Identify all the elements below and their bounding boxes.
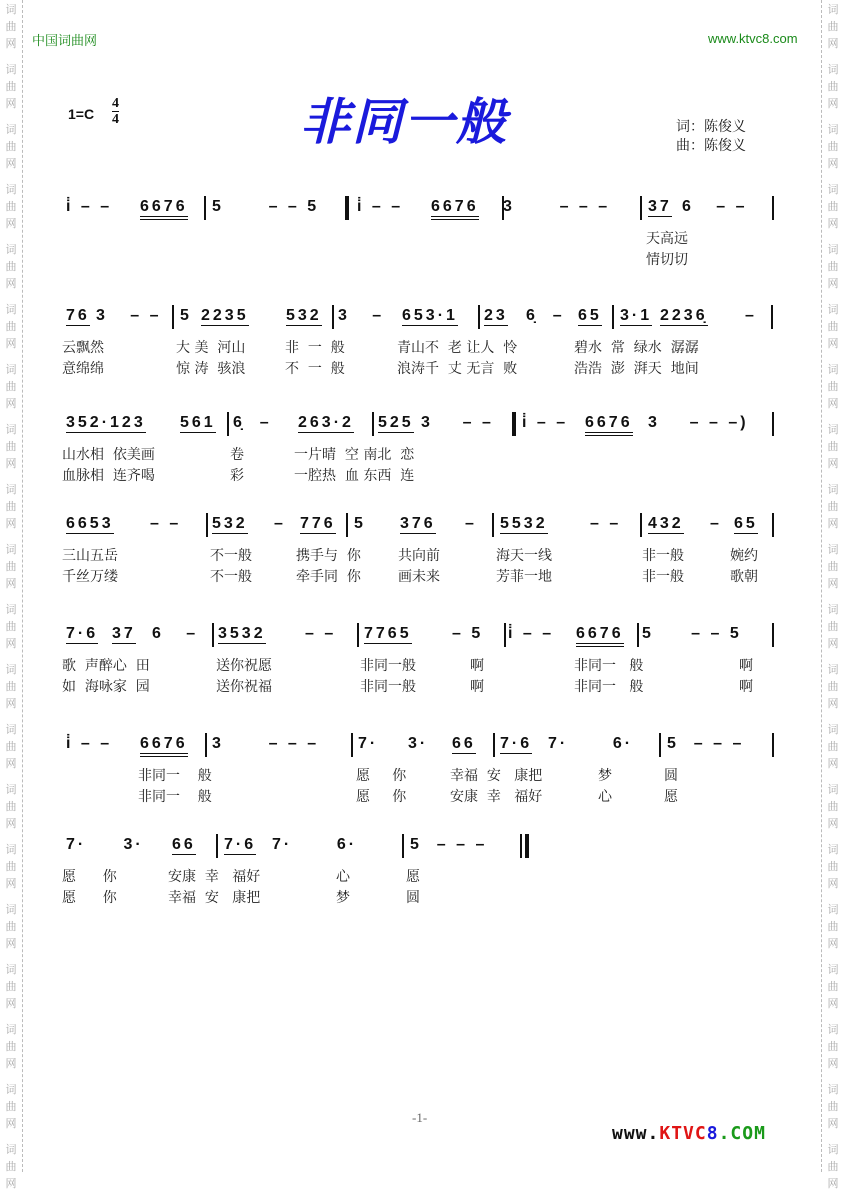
watermark-char: 词 <box>827 1023 839 1036</box>
watermark-char: 曲 <box>5 80 17 93</box>
note-group: 66 <box>452 735 476 752</box>
final-barline <box>520 834 522 858</box>
watermark-char: 曲 <box>827 1160 839 1173</box>
watermark-char: 曲 <box>5 380 17 393</box>
watermark-char: 网 <box>5 937 17 950</box>
barline <box>772 196 774 220</box>
note-group: 7·6 <box>500 735 533 752</box>
note-group: 66 <box>172 836 196 853</box>
lyric-verse-1: 愿 你 <box>62 869 117 885</box>
note-group: 7· 3· <box>66 836 144 853</box>
note-group: 3 – – – <box>212 735 320 752</box>
logo-www: www. <box>612 1123 660 1144</box>
lyric-verse-2: 千丝万缕 <box>62 569 118 585</box>
watermark-char: 曲 <box>5 740 17 753</box>
note-group: – <box>465 515 477 532</box>
note-group: 776 <box>300 515 336 532</box>
watermark-char: 词 <box>5 183 17 196</box>
watermark-char: 曲 <box>827 860 839 873</box>
page-number: -1- <box>412 1110 428 1125</box>
lyric-verse-2: 浪涛千 丈 无言 败 <box>397 361 518 377</box>
repeat-barline <box>345 196 349 220</box>
note-group: 2235 <box>201 307 249 324</box>
watermark-char: 网 <box>5 97 17 110</box>
lyric-verse-1: 一片晴 空 南北 恋 <box>294 447 415 463</box>
barline <box>205 733 207 757</box>
lyric-verse-2: 不一般 <box>210 569 252 585</box>
watermark-char: 词 <box>827 183 839 196</box>
watermark-char: 网 <box>827 1057 839 1070</box>
barline <box>771 305 773 329</box>
barline <box>492 513 494 537</box>
note-group: i̇ – – <box>508 625 555 642</box>
watermark-char: 词 <box>5 303 17 316</box>
watermark-char: 曲 <box>827 680 839 693</box>
note-group: 532 <box>212 515 248 532</box>
note-group: 7·6 <box>66 625 99 642</box>
watermark-char: 曲 <box>827 1040 839 1053</box>
watermark-char: 网 <box>827 577 839 590</box>
watermark-char: 曲 <box>827 740 839 753</box>
watermark-char: 曲 <box>5 500 17 513</box>
lyric-verse-1: 圆 <box>664 768 678 784</box>
note-group: 7·6 <box>224 836 257 853</box>
watermark-char: 网 <box>827 637 839 650</box>
barline <box>402 834 404 858</box>
watermark-char: 网 <box>827 217 839 230</box>
note-group: 6 – <box>152 625 199 642</box>
key-signature: 1=C <box>68 106 95 122</box>
barline <box>640 513 642 537</box>
barline <box>502 196 504 220</box>
watermark-char: 曲 <box>5 860 17 873</box>
watermark-char: 词 <box>5 663 17 676</box>
watermark-char: 网 <box>5 1177 17 1190</box>
watermark-char: 网 <box>5 757 17 770</box>
barline <box>346 513 348 537</box>
note-group: 3 – – <box>421 414 494 431</box>
note-group: 3 – – –) <box>648 414 749 431</box>
watermark-char: 词 <box>827 63 839 76</box>
watermark-char: 曲 <box>5 20 17 33</box>
barline <box>478 305 480 329</box>
lyric-verse-1: 青山不 老 让人 怜 <box>397 340 518 356</box>
lyric-verse-2: 血脉相 连齐喝 <box>62 468 155 484</box>
lyric-verse-2: 非一般 <box>642 569 684 585</box>
watermark-char: 曲 <box>5 200 17 213</box>
watermark-char: 网 <box>827 937 839 950</box>
site-name-left: 中国词曲网 <box>32 34 98 49</box>
note-group: – <box>710 515 722 532</box>
watermark-char: 词 <box>5 483 17 496</box>
watermark-char: 词 <box>827 603 839 616</box>
watermark-char: 曲 <box>5 980 17 993</box>
watermark-char: 词 <box>827 3 839 16</box>
lyric-verse-2: 心 <box>598 789 612 805</box>
note-group: 5 – – – <box>667 735 745 752</box>
watermark-char: 曲 <box>5 440 17 453</box>
watermark-char: 曲 <box>5 320 17 333</box>
watermark-char: 词 <box>5 603 17 616</box>
watermark-char: 曲 <box>5 260 17 273</box>
note-group: 352·123 <box>66 414 146 431</box>
watermark-char: 网 <box>827 1177 839 1190</box>
watermark-char: 曲 <box>827 620 839 633</box>
note-group: 3 – – – <box>503 198 611 215</box>
note-group: – <box>274 515 286 532</box>
barline <box>772 733 774 757</box>
lyric-verse-1: 送你祝愿 <box>216 658 272 674</box>
lyric-verse-2: 浩浩 澎 湃天 地间 <box>574 361 699 377</box>
watermark-char: 词 <box>5 63 17 76</box>
lyric-verse-1: 啊 <box>739 658 753 674</box>
watermark-char: 曲 <box>827 380 839 393</box>
watermark-char: 网 <box>5 397 17 410</box>
note-group: 5 <box>180 307 192 324</box>
note-group: 432 <box>648 515 684 532</box>
note-group: 3·1 <box>620 307 653 324</box>
lyric-verse-2: 如 海咏家 园 <box>62 679 150 695</box>
lyric-verse-2: 非同一般 <box>360 679 416 695</box>
watermark-char: 曲 <box>827 560 839 573</box>
logo-eight: 8 <box>706 1123 719 1144</box>
watermark-char: 网 <box>827 277 839 290</box>
lyric-verse-2: 画未来 <box>398 569 440 585</box>
lyric-verse-2: 安康 幸 福好 <box>450 789 543 805</box>
watermark-char: 网 <box>827 517 839 530</box>
lyric-verse-1: 三山五岳 <box>62 548 118 564</box>
lyric-verse-1: 不一般 <box>210 548 252 564</box>
lyric-verse-2: 幸福 安 康把 <box>168 890 261 906</box>
note-group: i̇ – – <box>66 735 113 752</box>
watermark-char: 网 <box>5 37 17 50</box>
watermark-char: 网 <box>5 277 17 290</box>
barline <box>493 733 495 757</box>
barline <box>637 623 639 647</box>
barline <box>372 412 374 436</box>
lyric-verse-1: 非同一 般 <box>574 658 644 674</box>
watermark-char: 词 <box>827 903 839 916</box>
barline <box>357 623 359 647</box>
watermark-char: 词 <box>827 243 839 256</box>
watermark-char: 网 <box>5 877 17 890</box>
watermark-char: 曲 <box>5 620 17 633</box>
note-group: 65 <box>578 307 602 324</box>
watermark-char: 词 <box>827 363 839 376</box>
note-group: – – <box>305 625 337 642</box>
lyric-verse-1: 非一般 <box>642 548 684 564</box>
watermark-char: 网 <box>5 637 17 650</box>
lyric-verse-1: 卷 <box>230 447 244 463</box>
lyric-verse-1: 啊 <box>470 658 484 674</box>
watermark-char: 词 <box>5 723 17 736</box>
watermark-char: 词 <box>827 423 839 436</box>
watermark-char: 网 <box>5 997 17 1010</box>
watermark-char: 曲 <box>5 1040 17 1053</box>
barline <box>612 305 614 329</box>
watermark-char: 网 <box>5 157 17 170</box>
note-group: 2236̣ <box>660 307 708 324</box>
watermark-char: 网 <box>827 37 839 50</box>
composer: 曲：陈俊义 <box>676 138 746 154</box>
lyric-verse-1: 云飘然 <box>62 340 104 356</box>
lyric-verse-2: 芳菲一地 <box>496 569 552 585</box>
watermark-char: 曲 <box>5 1100 17 1113</box>
lyric-verse-2: 啊 <box>739 679 753 695</box>
note-group: 5532 <box>500 515 548 532</box>
watermark-char: 网 <box>5 217 17 230</box>
note-group: 7· 3· <box>358 735 429 752</box>
note-group: 561 <box>180 414 216 431</box>
watermark-char: 网 <box>827 757 839 770</box>
lyric-verse-1: 梦 <box>598 768 612 784</box>
lyric-verse-2: 歌朝 <box>730 569 758 585</box>
watermark-char: 词 <box>827 663 839 676</box>
note-group: i̇ – – <box>66 198 113 215</box>
watermark-char: 词 <box>827 723 839 736</box>
watermark-char: 曲 <box>5 1160 17 1173</box>
watermark-char: 词 <box>5 3 17 16</box>
watermark-char: 网 <box>5 577 17 590</box>
watermark-char: 词 <box>5 903 17 916</box>
note-group: 7· 6· <box>548 735 634 752</box>
watermark-char: 曲 <box>827 920 839 933</box>
lyric-verse-2: 一腔热 血 东西 连 <box>294 468 415 484</box>
lyric-verse-2: 愿 <box>664 789 678 805</box>
watermark-char: 词 <box>5 1023 17 1036</box>
watermark-char: 曲 <box>827 800 839 813</box>
lyric-verse-1: 非同一般 <box>360 658 416 674</box>
watermark-char: 网 <box>827 817 839 830</box>
note-group: 5 – – 5 <box>642 625 742 642</box>
note-group: 6676 <box>576 625 624 647</box>
lyric-verse-1: 安康 幸 福好 <box>168 869 261 885</box>
watermark-char: 网 <box>827 1117 839 1130</box>
note-group: 6̣ – <box>233 414 272 431</box>
note-group: 6676 <box>140 735 188 757</box>
watermark-char: 词 <box>827 483 839 496</box>
barline <box>504 623 506 647</box>
lyricist: 词：陈俊义 <box>676 119 746 135</box>
barline <box>216 834 218 858</box>
lyric-verse-2: 非同一 般 <box>574 679 644 695</box>
note-group: 376 <box>400 515 436 532</box>
watermark-char: 曲 <box>827 500 839 513</box>
note-group: 5 – – 5 <box>212 198 320 215</box>
watermark-char: 曲 <box>827 20 839 33</box>
note-group: 525 <box>378 414 414 431</box>
watermark-char: 曲 <box>5 560 17 573</box>
note-group: 6̣ – <box>526 307 565 324</box>
lyric-verse-2: 非同一 般 <box>138 789 212 805</box>
barline <box>227 412 229 436</box>
lyric-verse-2: 愿 你 <box>62 890 117 906</box>
note-group: 653·1 <box>402 307 458 324</box>
lyric-verse-2: 不 一 般 <box>285 361 345 377</box>
watermark-char: 网 <box>827 97 839 110</box>
watermark-char: 词 <box>5 243 17 256</box>
right-margin-watermark <box>821 0 843 1190</box>
lyric-verse-2: 啊 <box>470 679 484 695</box>
lyric-verse-2: 情切切 <box>646 252 688 268</box>
note-group: 6 – – <box>682 198 748 215</box>
lyric-verse-1: 歌 声醉心 田 <box>62 658 150 674</box>
lyric-verse-1: 携手与 你 <box>296 548 361 564</box>
watermark-char: 网 <box>827 697 839 710</box>
time-signature <box>112 96 119 127</box>
watermark-char: 词 <box>5 423 17 436</box>
lyric-verse-1: 非 一 般 <box>285 340 345 356</box>
note-group: 37 <box>112 625 136 642</box>
watermark-char: 网 <box>827 157 839 170</box>
watermark-char: 网 <box>5 1057 17 1070</box>
repeat-barline <box>512 412 516 436</box>
watermark-char: 曲 <box>5 140 17 153</box>
note-group: 7765 <box>364 625 412 642</box>
watermark-char: 网 <box>5 457 17 470</box>
barline <box>640 196 642 220</box>
watermark-char: 曲 <box>827 320 839 333</box>
lyric-verse-1: 碧水 常 绿水 潺潺 <box>574 340 699 356</box>
barline <box>772 412 774 436</box>
lyric-verse-2: 意绵绵 <box>62 361 104 377</box>
barline <box>772 623 774 647</box>
watermark-char: 曲 <box>827 440 839 453</box>
watermark-char: 网 <box>5 697 17 710</box>
lyric-verse-1: 非同一 般 <box>138 768 212 784</box>
site-url-right: www.ktvc8.com <box>708 31 798 46</box>
lyric-verse-1: 幸福 安 康把 <box>450 768 543 784</box>
watermark-char: 曲 <box>827 260 839 273</box>
logo-ktvc: KTVC <box>659 1123 707 1144</box>
time-sig-numerator: 4 <box>112 96 119 111</box>
watermark-char: 词 <box>5 363 17 376</box>
note-group: 65 <box>734 515 758 532</box>
watermark-char: 网 <box>827 337 839 350</box>
final-barline-thick <box>525 834 529 858</box>
barline <box>772 513 774 537</box>
watermark-char: 词 <box>827 303 839 316</box>
note-group: 5 <box>354 515 366 532</box>
barline <box>351 733 353 757</box>
logo-com: .COM <box>718 1123 766 1144</box>
lyric-verse-2: 彩 <box>230 468 244 484</box>
note-group: – 5 <box>452 625 484 642</box>
note-group: 532 <box>286 307 322 324</box>
watermark-char: 网 <box>827 457 839 470</box>
note-group: 3532 <box>218 625 266 642</box>
note-group: 6653 <box>66 515 114 532</box>
watermark-char: 网 <box>827 397 839 410</box>
barline <box>332 305 334 329</box>
watermark-char: 网 <box>827 997 839 1010</box>
watermark-char: 网 <box>5 337 17 350</box>
watermark-char: 曲 <box>827 200 839 213</box>
lyric-verse-1: 愿 你 <box>356 768 407 784</box>
lyric-verse-2: 送你祝福 <box>216 679 272 695</box>
watermark-char: 网 <box>827 877 839 890</box>
note-group: 3 – – <box>96 307 162 324</box>
watermark-char: 网 <box>5 1117 17 1130</box>
note-group: 263·2 <box>298 414 354 431</box>
lyric-verse-1: 天高远 <box>646 231 688 247</box>
note-group: 23 <box>484 307 508 324</box>
lyric-verse-2: 牵手同 你 <box>296 569 361 585</box>
watermark-char: 曲 <box>827 80 839 93</box>
note-group: 76 <box>66 307 90 324</box>
note-group: 3 – <box>338 307 385 324</box>
watermark-char: 网 <box>5 517 17 530</box>
lyric-verse-1: 婉约 <box>730 548 758 564</box>
time-sig-denominator: 4 <box>112 112 119 127</box>
barline <box>659 733 661 757</box>
note-group: i̇ – – <box>522 414 569 431</box>
lyric-verse-1: 山水相 依美画 <box>62 447 155 463</box>
lyric-verse-2: 圆 <box>406 890 420 906</box>
note-group: – – <box>150 515 182 532</box>
watermark-char: 词 <box>5 123 17 136</box>
lyric-verse-1: 海天一线 <box>496 548 552 564</box>
note-group: 5 – – – <box>410 836 488 853</box>
lyric-verse-2: 梦 <box>336 890 350 906</box>
left-margin-watermark <box>0 0 23 1190</box>
watermark-char: 词 <box>5 1083 17 1096</box>
note-group: 6676 <box>140 198 188 220</box>
watermark-char: 词 <box>827 123 839 136</box>
watermark-char: 词 <box>5 543 17 556</box>
lyric-verse-2: 惊 涛 骇浪 <box>176 361 246 377</box>
barline <box>172 305 174 329</box>
lyric-verse-1: 愿 <box>406 869 420 885</box>
watermark-char: 词 <box>5 783 17 796</box>
watermark-char: 曲 <box>827 980 839 993</box>
watermark-char: 词 <box>827 543 839 556</box>
note-group: i̇ – – <box>357 198 404 215</box>
lyric-verse-1: 心 <box>336 869 350 885</box>
watermark-char: 词 <box>5 963 17 976</box>
watermark-char: 词 <box>827 843 839 856</box>
song-title: 非同一般 <box>300 92 508 151</box>
watermark-char: 曲 <box>827 1100 839 1113</box>
watermark-char: 词 <box>827 963 839 976</box>
watermark-char: 曲 <box>5 680 17 693</box>
watermark-char: 词 <box>827 783 839 796</box>
watermark-char: 词 <box>827 1083 839 1096</box>
note-group: 37 <box>648 198 672 215</box>
barline <box>212 623 214 647</box>
watermark-char: 曲 <box>5 920 17 933</box>
barline <box>206 513 208 537</box>
note-group: 6676 <box>431 198 479 220</box>
watermark-char: 曲 <box>827 140 839 153</box>
credits <box>676 118 746 156</box>
note-group: – <box>745 307 757 324</box>
lyric-verse-1: 大 美 河山 <box>176 340 246 356</box>
lyric-verse-2: 愿 你 <box>356 789 407 805</box>
watermark-char: 词 <box>5 1143 17 1156</box>
note-group: 7· 6· <box>272 836 358 853</box>
watermark-char: 词 <box>827 1143 839 1156</box>
note-group: 6676 <box>585 414 633 436</box>
watermark-char: 词 <box>5 843 17 856</box>
site-logo <box>612 1123 766 1144</box>
lyric-verse-1: 共向前 <box>398 548 440 564</box>
watermark-char: 网 <box>5 817 17 830</box>
watermark-char: 曲 <box>5 800 17 813</box>
barline <box>204 196 206 220</box>
note-group: – – <box>590 515 622 532</box>
